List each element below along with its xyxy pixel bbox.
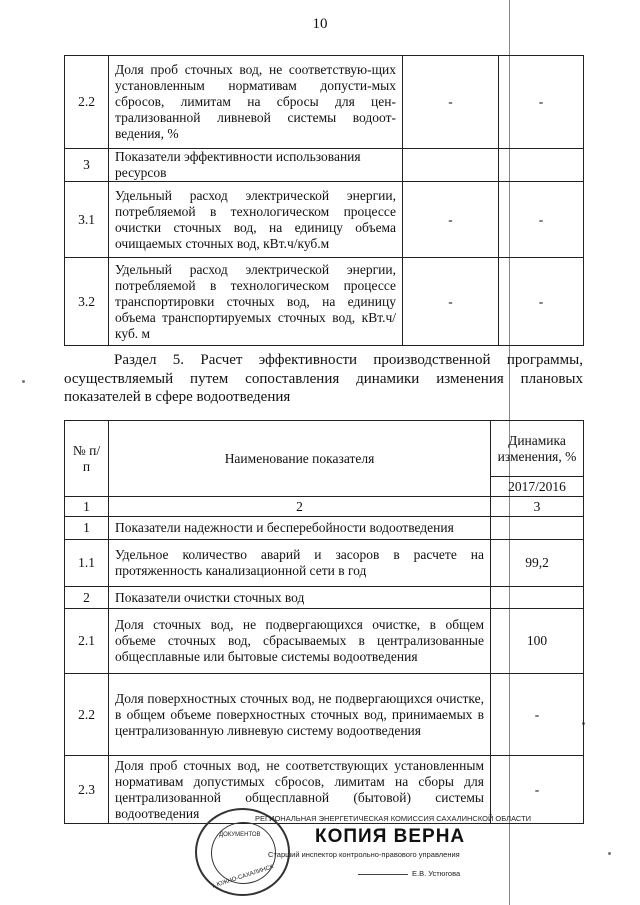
table-row <box>65 182 584 258</box>
row-number: 3.1 <box>65 182 109 258</box>
row-value: - <box>403 182 499 258</box>
row-value: - <box>403 258 499 346</box>
row-number: 2.3 <box>65 756 109 824</box>
seal-text-bottom: г. ЮЖНО-САХАЛИНСК <box>211 864 275 890</box>
row-number: 2.2 <box>65 56 109 149</box>
table-row <box>65 517 584 540</box>
row-text: Показатели эффективности использования ресурсов <box>109 149 403 182</box>
row-text: Доля проб сточных вод, не соответствующих установленным нормативам допустимых сбросов, лимитам на сборы для централизованной общесплавной (бытовой) системы водоотведения <box>109 756 491 824</box>
table-row <box>65 258 584 346</box>
table-row <box>65 587 584 609</box>
efficiency-table <box>64 420 584 824</box>
row-value: - <box>491 674 584 756</box>
column-number: 2 <box>109 497 491 517</box>
row-number: 3 <box>65 149 109 182</box>
row-number: 1 <box>65 517 109 540</box>
header-number: № п/п <box>65 421 109 497</box>
row-value: - <box>491 756 584 824</box>
stamp-signer-name: Е.В. Устюгова <box>412 869 461 878</box>
row-value: - <box>403 56 499 149</box>
row-text: Показатели очистки сточных вод <box>109 587 491 609</box>
row-value <box>491 587 584 609</box>
scan-dot <box>608 852 611 855</box>
stamp-organization-line: РЕГИОНАЛЬНАЯ ЭНЕРГЕТИЧЕСКАЯ КОМИССИЯ САХАЛИНСКОЙ ОБЛАСТИ <box>255 814 532 823</box>
stamp-position-line: Старший инспектор контрольно-правового управления <box>268 850 460 859</box>
row-value: - <box>499 56 584 149</box>
row-number: 2.2 <box>65 674 109 756</box>
row-value <box>403 149 499 182</box>
row-value: 99,2 <box>491 540 584 587</box>
row-value <box>499 149 584 182</box>
certified-copy-label: КОПИЯ ВЕРНА <box>315 826 466 847</box>
row-text: Удельное количество аварий и засоров в расчете на протяженность канализационной сети в год <box>109 540 491 587</box>
row-number: 2.1 <box>65 609 109 674</box>
table-row <box>65 149 584 182</box>
row-value: - <box>499 258 584 346</box>
table-row <box>65 609 584 674</box>
table-row <box>65 56 584 149</box>
column-number: 1 <box>65 497 109 517</box>
indicators-table-continued <box>64 55 584 346</box>
column-number: 3 <box>491 497 584 517</box>
row-value: 100 <box>491 609 584 674</box>
row-value: - <box>499 182 584 258</box>
section-5-title: Раздел 5. Расчет эффективности производственной программы, осуществляемый путем сопоставления динамики изменения плановых показателей в сфере водоотведения <box>64 352 583 405</box>
row-text: Доля проб сточных вод, не соответствую-щих установленным нормативам допусти-мых сбросов, лимитам на сбросы для цен-трализованной ливневой системы водоот-ведения, % <box>109 56 403 149</box>
row-number: 1.1 <box>65 540 109 587</box>
table-header-row <box>65 421 584 477</box>
header-period: 2017/2016 <box>491 477 584 497</box>
row-number: 2 <box>65 587 109 609</box>
row-value <box>491 517 584 540</box>
table-row <box>65 540 584 587</box>
row-number: 3.2 <box>65 258 109 346</box>
seal-text-top: ДОКУМЕНТОВ <box>219 832 261 838</box>
table-row <box>65 674 584 756</box>
header-dynamics: Динамика изменения, % <box>491 421 584 477</box>
row-text: Показатели надежности и бесперебойности водоотведения <box>109 517 491 540</box>
page-number: 10 <box>312 16 328 32</box>
row-text: Доля поверхностных сточных вод, не подвергающихся очистке, в общем объеме поверхностных сточных вод, принимаемых в централизованную ливневую систему водоотведения <box>109 674 491 756</box>
row-text: Доля сточных вод, не подвергающихся очистке, в общем объеме сточных вод, сбрасываемых в централизованные общесплавные или бытовые системы водоотведения <box>109 609 491 674</box>
row-text: Удельный расход электрической энергии, потребляемой в технологическом процессе очистки сточных вод, на единицу объема очищаемых сточных вод, кВт.ч/куб.м <box>109 182 403 258</box>
header-indicator-name: Наименование показателя <box>109 421 491 497</box>
scan-dot <box>22 380 25 383</box>
row-text: Удельный расход электрической энергии, потребляемой в технологическом процессе транспортировки сточных вод, на единицу объема транспортируемых сточных вод, кВт.ч/куб. м <box>109 258 403 346</box>
signature-line <box>358 874 408 875</box>
column-numbers-row <box>65 497 584 517</box>
